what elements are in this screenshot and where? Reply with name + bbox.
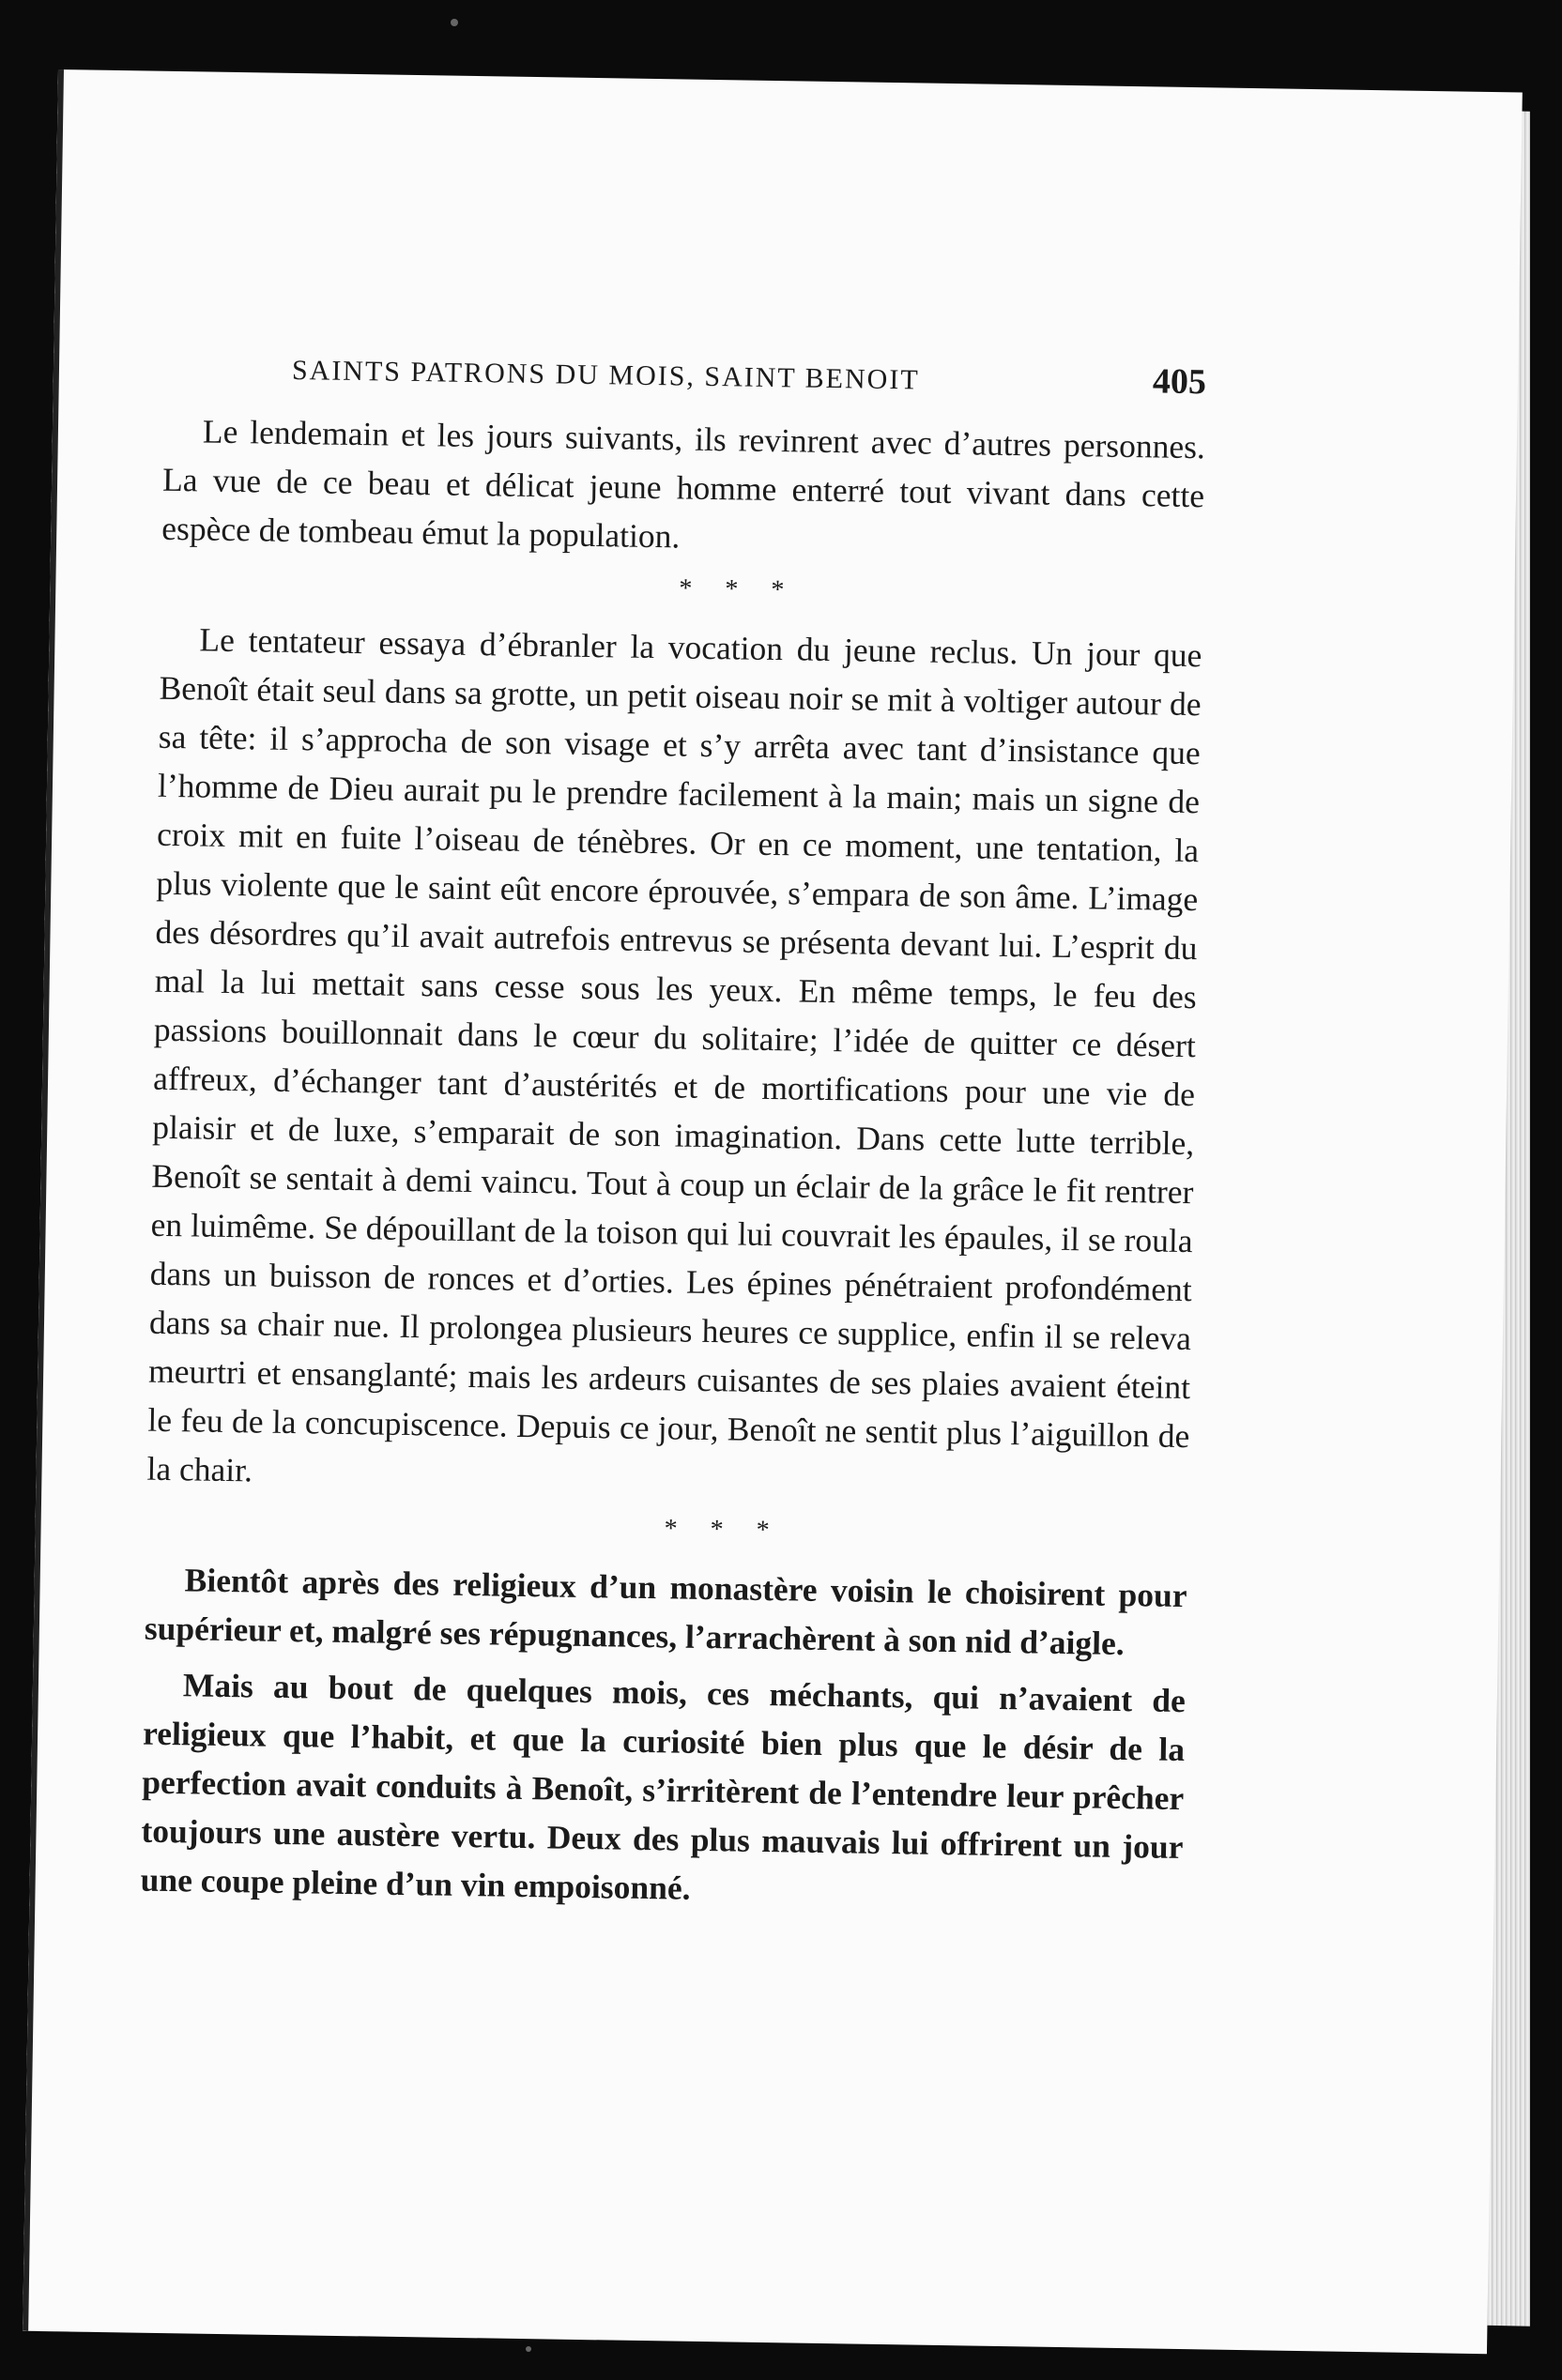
paragraph-3: Bientôt après des religieux d’un monastère voisin le choisirent pour supérieur et, malgré ses répugnances, l’arrachèrent à son nid d’aigle.	[144, 1561, 1187, 1663]
speck-bottom	[526, 2346, 531, 2352]
paragraph-2: Le tentateur essaya d’ébranler la vocation du jeune reclus. Un jour que Benoît était seul dans sa grotte, un petit oiseau noir se mit à voltiger autour de sa tête: il s’approcha de son visage et s’y arrêta avec tant d’insistance que l’homme de Dieu aurait pu le prendre facilement à la main; mais un signe de croix mit en fuite l’oiseau de ténèbres. Or en ce moment, une tentation, la plus violente que le saint eût encore éprouvée, s’empara de son âme. L’image des désordres qu’il avait autrefois entrevus se présenta devant lui. L’esprit du mal la lui mettait sans cesse sous les yeux. En même temps, le feu des passions bouillonnait dans le cœur du solitaire; l’idée de quitter ce désert affreux, d’échanger tant d’austérités et de mortifications pour une vie de plaisir et de luxe, s’emparait de son imagination. Dans cette lutte terrible, Benoît se sentait à demi vaincu. Tout à coup un éclair de la grâce le fit rentrer en luimême. Se dépouillant de la toison qui lui couvrait les épaules, il se roula dans un buisson de ronces et d’orties. Les épines pénétraient profondément dans sa chair nue. Il prolongea plusieurs heures ce supplice, enfin il se releva meurtri et ensanglanté; mais les ardeurs cuisantes de ses plaies avaient éteint le feu de la concupiscence. Depuis ce jour, Benoît ne sentit plus l’aiguillon de la chair.	[146, 620, 1202, 1489]
page-header	[164, 342, 1207, 409]
page-number: 405	[1152, 361, 1207, 403]
book-page	[23, 69, 1523, 2354]
page-text-block	[140, 342, 1206, 1920]
section-separator-2: * * *	[664, 1514, 783, 1546]
paragraph-4: Mais au bout de quelques mois, ces méchants, qui n’avaient de religieux que l’habit, et que la curiosité bien plus que le désir de la perfection avait conduits à Benoît, s’irritèrent de l’entendre leur prêcher toujours une austère vertu. Deux des plus mauvais lui offrirent un jour une coupe pleine d’un vin empoisonné.	[140, 1666, 1187, 1907]
running-title: SAINTS PATRONS DU MOIS, SAINT BENOIT	[291, 354, 920, 396]
paragraph-1: Le lendemain et les jours suivants, ils revinrent avec d’autres personnes. La vue de ce beau et délicat jeune homme enterré tout vivant dans cette espèce de tombeau émut la population.	[161, 412, 1206, 556]
section-separator-1: * * *	[679, 573, 798, 605]
speck-top	[451, 19, 458, 26]
